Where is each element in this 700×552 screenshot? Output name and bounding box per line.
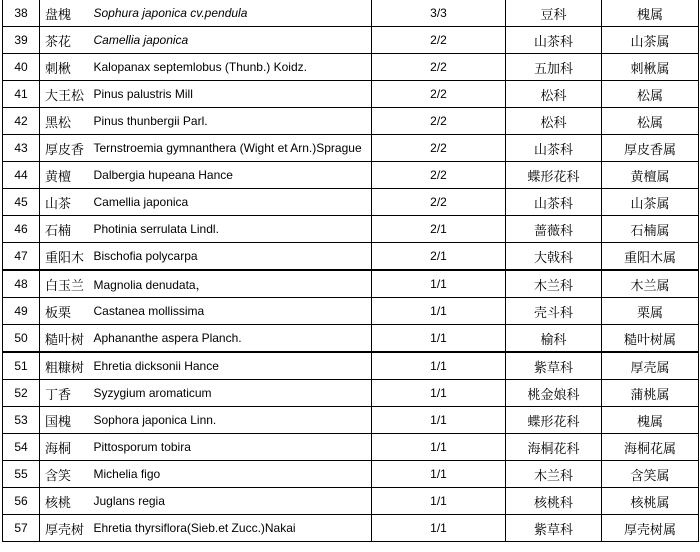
genus-cell: 山茶属 [602, 27, 699, 54]
ratio-cell: 1/1 [372, 515, 506, 542]
scientific-name-cell: Ehretia dicksonii Hance [93, 352, 372, 380]
chinese-name-cell: 黑松 [40, 108, 93, 135]
ratio-cell: 2/2 [372, 54, 506, 81]
genus-cell: 厚壳属 [602, 352, 699, 380]
table-row [3, 407, 699, 434]
family-cell: 蔷薇科 [506, 216, 602, 243]
family-cell: 松科 [506, 108, 602, 135]
genus-cell: 栗属 [602, 298, 699, 325]
table-row [3, 54, 699, 81]
family-cell: 紫草科 [506, 515, 602, 542]
scientific-name-cell: Aphananthe aspera Planch. [93, 325, 372, 353]
chinese-name-cell: 黄檀 [40, 162, 93, 189]
family-cell: 核桃科 [506, 488, 602, 515]
family-cell: 蝶形花科 [506, 162, 602, 189]
family-cell: 五加科 [506, 54, 602, 81]
genus-cell: 槐属 [602, 0, 699, 27]
scientific-name-cell: Michelia figo [93, 461, 372, 488]
genus-cell: 松属 [602, 108, 699, 135]
scientific-name-cell: Sophora japonica Linn. [93, 407, 372, 434]
table-row [3, 488, 699, 515]
scientific-name-cell: Camellia japonica [93, 189, 372, 216]
scientific-name-cell: Kalopanax septemlobus (Thunb.) Koidz. [93, 54, 372, 81]
genus-cell: 核桃属 [602, 488, 699, 515]
family-cell: 木兰科 [506, 461, 602, 488]
row-number-cell: 45 [3, 189, 40, 216]
chinese-name-cell: 厚皮香 [40, 135, 93, 162]
ratio-cell: 1/1 [372, 325, 506, 353]
family-cell: 山茶科 [506, 27, 602, 54]
scientific-name-cell: Ternstroemia gymnanthera (Wight et Arn.)Sprague [93, 135, 372, 162]
scientific-name-cell: Dalbergia hupeana Hance [93, 162, 372, 189]
chinese-name-cell: 白玉兰 [40, 270, 93, 298]
scientific-name-cell: Pittosporum tobira [93, 434, 372, 461]
ratio-cell: 2/2 [372, 108, 506, 135]
row-number-cell: 55 [3, 461, 40, 488]
family-cell: 桃金娘科 [506, 380, 602, 407]
genus-cell: 槐属 [602, 407, 699, 434]
ratio-cell: 2/2 [372, 27, 506, 54]
ratio-cell: 3/3 [372, 0, 506, 27]
row-number-cell: 40 [3, 54, 40, 81]
scientific-name-cell: Camellia japonica [93, 27, 372, 54]
genus-cell: 黄檀属 [602, 162, 699, 189]
table-row [3, 189, 699, 216]
table-row [3, 27, 699, 54]
scientific-name-cell: Syzygium aromaticum [93, 380, 372, 407]
chinese-name-cell: 含笑 [40, 461, 93, 488]
scientific-name-cell: Juglans regia [93, 488, 372, 515]
row-number-cell: 42 [3, 108, 40, 135]
row-number-cell: 39 [3, 27, 40, 54]
family-cell: 蝶形花科 [506, 407, 602, 434]
row-number-cell: 38 [3, 0, 40, 27]
family-cell: 木兰科 [506, 270, 602, 298]
family-cell: 紫草科 [506, 352, 602, 380]
chinese-name-cell: 粗糠树 [40, 352, 93, 380]
table-row [3, 461, 699, 488]
genus-cell: 松属 [602, 81, 699, 108]
chinese-name-cell: 板栗 [40, 298, 93, 325]
family-cell: 松科 [506, 81, 602, 108]
species-table [2, 0, 699, 542]
genus-cell: 糙叶树属 [602, 325, 699, 353]
chinese-name-cell: 核桃 [40, 488, 93, 515]
genus-cell: 厚壳树属 [602, 515, 699, 542]
chinese-name-cell: 丁香 [40, 380, 93, 407]
genus-cell: 山茶属 [602, 189, 699, 216]
ratio-cell: 1/1 [372, 488, 506, 515]
row-number-cell: 57 [3, 515, 40, 542]
ratio-cell: 2/1 [372, 216, 506, 243]
row-number-cell: 48 [3, 270, 40, 298]
ratio-cell: 1/1 [372, 407, 506, 434]
row-number-cell: 50 [3, 325, 40, 353]
ratio-cell: 1/1 [372, 298, 506, 325]
chinese-name-cell: 大王松 [40, 81, 93, 108]
family-cell: 榆科 [506, 325, 602, 353]
row-number-cell: 46 [3, 216, 40, 243]
row-number-cell: 56 [3, 488, 40, 515]
table-row [3, 298, 699, 325]
scientific-name-cell: Bischofia polycarpa [93, 243, 372, 271]
genus-cell: 刺楸属 [602, 54, 699, 81]
row-number-cell: 52 [3, 380, 40, 407]
family-cell: 豆科 [506, 0, 602, 27]
scientific-name-cell: Sophura japonica cv.pendula [93, 0, 372, 27]
ratio-cell: 1/1 [372, 352, 506, 380]
table-row [3, 243, 699, 271]
table-row [3, 380, 699, 407]
table-row [3, 81, 699, 108]
genus-cell: 海桐花属 [602, 434, 699, 461]
species-table-body [3, 0, 699, 542]
chinese-name-cell: 山茶 [40, 189, 93, 216]
chinese-name-cell: 厚壳树 [40, 515, 93, 542]
chinese-name-cell: 海桐 [40, 434, 93, 461]
ratio-cell: 2/1 [372, 243, 506, 271]
ratio-cell: 1/1 [372, 461, 506, 488]
family-cell: 山茶科 [506, 189, 602, 216]
genus-cell: 含笑属 [602, 461, 699, 488]
ratio-cell: 1/1 [372, 380, 506, 407]
scientific-name-cell: Magnolia denudata， [93, 270, 372, 298]
ratio-cell: 2/2 [372, 135, 506, 162]
table-row [3, 135, 699, 162]
chinese-name-cell: 石楠 [40, 216, 93, 243]
genus-cell: 石楠属 [602, 216, 699, 243]
chinese-name-cell: 国槐 [40, 407, 93, 434]
family-cell: 大戟科 [506, 243, 602, 271]
scientific-name-cell: Castanea mollissima [93, 298, 372, 325]
row-number-cell: 51 [3, 352, 40, 380]
table-row [3, 216, 699, 243]
row-number-cell: 49 [3, 298, 40, 325]
scientific-name-cell: Pinus palustris Mill [93, 81, 372, 108]
scientific-name-cell: Pinus thunbergii Parl. [93, 108, 372, 135]
table-row [3, 325, 699, 353]
scientific-name-cell: Photinia serrulata Lindl. [93, 216, 372, 243]
row-number-cell: 47 [3, 243, 40, 271]
genus-cell: 重阳木属 [602, 243, 699, 271]
table-row [3, 0, 699, 27]
chinese-name-cell: 重阳木 [40, 243, 93, 271]
chinese-name-cell: 刺楸 [40, 54, 93, 81]
row-number-cell: 43 [3, 135, 40, 162]
scientific-name-cell: Ehretia thyrsiflora(Sieb.et Zucc.)Nakai [93, 515, 372, 542]
chinese-name-cell: 茶花 [40, 27, 93, 54]
genus-cell: 蒲桃属 [602, 380, 699, 407]
row-number-cell: 53 [3, 407, 40, 434]
table-row [3, 434, 699, 461]
ratio-cell: 1/1 [372, 434, 506, 461]
genus-cell: 厚皮香属 [602, 135, 699, 162]
ratio-cell: 2/2 [372, 81, 506, 108]
table-row [3, 352, 699, 380]
chinese-name-cell: 糙叶树 [40, 325, 93, 353]
row-number-cell: 44 [3, 162, 40, 189]
ratio-cell: 1/1 [372, 270, 506, 298]
table-row [3, 108, 699, 135]
family-cell: 山茶科 [506, 135, 602, 162]
table-row [3, 515, 699, 542]
ratio-cell: 2/2 [372, 189, 506, 216]
chinese-name-cell: 盘槐 [40, 0, 93, 27]
row-number-cell: 54 [3, 434, 40, 461]
family-cell: 海桐花科 [506, 434, 602, 461]
genus-cell: 木兰属 [602, 270, 699, 298]
row-number-cell: 41 [3, 81, 40, 108]
table-row [3, 270, 699, 298]
table-row [3, 162, 699, 189]
family-cell: 壳斗科 [506, 298, 602, 325]
ratio-cell: 2/2 [372, 162, 506, 189]
